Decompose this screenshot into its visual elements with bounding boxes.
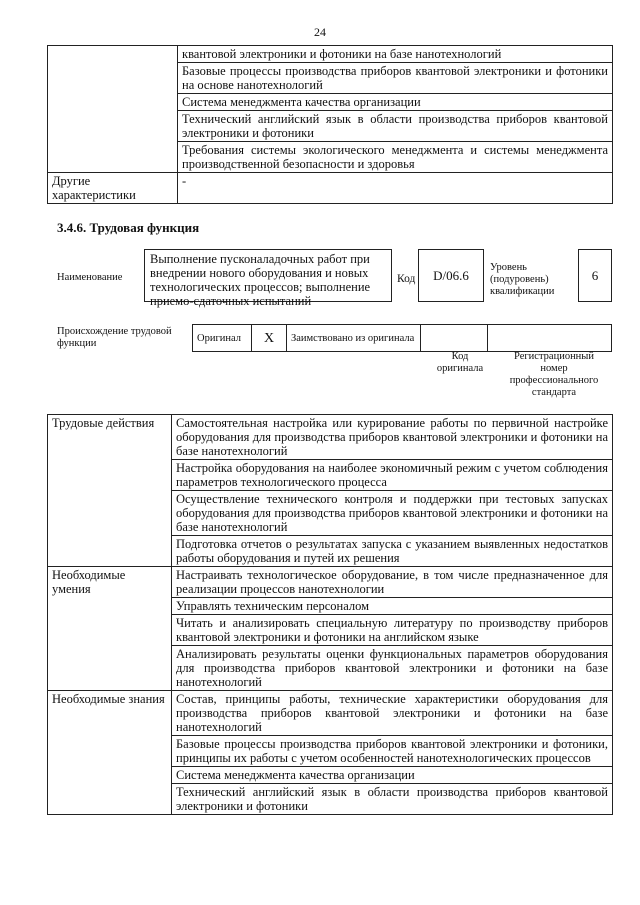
top-table-row (48, 173, 613, 204)
origin-reg-cell (488, 325, 612, 352)
main-table (47, 414, 613, 815)
main-table-item: Читать и анализировать специальную литературу по производству приборов квантовой электроники и фотоники на английском языке (172, 615, 613, 646)
main-table-row (48, 415, 613, 460)
origin-label: Происхождение трудовой функции (57, 326, 172, 349)
top-table-item: Требования системы экологического менеджмента и системы менеджмента производственной безопасности и здоровья (178, 142, 613, 173)
name-label: Наименование (57, 272, 123, 283)
top-table-body (48, 46, 613, 204)
page-number: 24 (314, 25, 326, 39)
main-table-item: Осуществление технического контроля и поддержки при тестовых запусках оборудования для производства приборов квантовой электроники и фотоники на базе нанотехнологий (172, 491, 613, 536)
borrowed-label: Заимствовано из оригинала (287, 325, 421, 352)
top-table-item: Базовые процессы производства приборов квантовой электроники и фотоники на основе нанотехнологий (178, 63, 613, 94)
main-table-item: Управлять техническим персоналом (172, 598, 613, 615)
main-table-item: Базовые процессы производства приборов квантовой электроники и фотоники, принципы их работы с учетом особенностей нанотехнологических процессов (172, 736, 613, 767)
level-label: Уровень (подуровень) квалификации (490, 262, 555, 297)
top-table-item: квантовой электроники и фотоники на базе нанотехнологий (178, 46, 613, 63)
main-table-item: Настраивать технологическое оборудование, в том числе предназначенное для реализации процессов нанотехнологии (172, 567, 613, 598)
main-table-category: Необходимые умения (48, 567, 172, 691)
top-table (47, 45, 613, 204)
top-table-item: Технический английский язык в области производства приборов квантовой электроники и фотоники (178, 111, 613, 142)
qualification-level: 6 (578, 249, 612, 302)
main-table-item: Система менеджмента качества организации (172, 767, 613, 784)
top-table-category: Другие характеристики (48, 173, 178, 204)
top-table-category (48, 46, 178, 173)
main-table-item: Технический английский язык в области производства приборов квантовой электроники и фотоники (172, 784, 613, 815)
original-mark: X (252, 325, 287, 352)
origin-code-cell (421, 325, 488, 352)
code-label: Код (397, 273, 416, 285)
main-table-item: Подготовка отчетов о результатах запуска с указанием выявленных недостатков работы оборудования и путей их решения (172, 536, 613, 567)
main-table-body (48, 415, 613, 815)
origin-table (192, 324, 612, 352)
top-table-item: - (178, 173, 613, 204)
section-heading: 3.4.6. Трудовая функция (57, 220, 200, 235)
function-name: Выполнение пусконаладочных работ при внедрении нового оборудования и новых технологических процессов; выполнение приемо-сдаточных испытаний (144, 249, 392, 302)
main-table-row (48, 567, 613, 598)
top-table-item: Система менеджмента качества организации (178, 94, 613, 111)
main-table-row (48, 691, 613, 736)
code-caption: Код оригинала (436, 351, 484, 374)
function-code: D/06.6 (418, 249, 484, 302)
main-table-category: Трудовые действия (48, 415, 172, 567)
main-table-item: Настройка оборудования на наиболее экономичный режим с учетом соблюдения параметров технологического процесса (172, 460, 613, 491)
main-table-item: Состав, принципы работы, технические характеристики оборудования для производства приборов квантовой электроники и фотоники на базе нанотехнологий (172, 691, 613, 736)
reg-caption: Регистрационный номер профессионального стандарта (509, 351, 599, 398)
original-label: Оригинал (193, 325, 252, 352)
main-table-category: Необходимые знания (48, 691, 172, 815)
main-table-item: Самостоятельная настройка или курирование работы по первичной настройке оборудования для производства приборов квантовой электроники и фотоники на базе нанотехнологий (172, 415, 613, 460)
main-table-item: Анализировать результаты оценки функциональных параметров оборудования для производства приборов квантовой электроники и фотоники на базе нанотехнологий (172, 646, 613, 691)
top-table-row (48, 46, 613, 63)
